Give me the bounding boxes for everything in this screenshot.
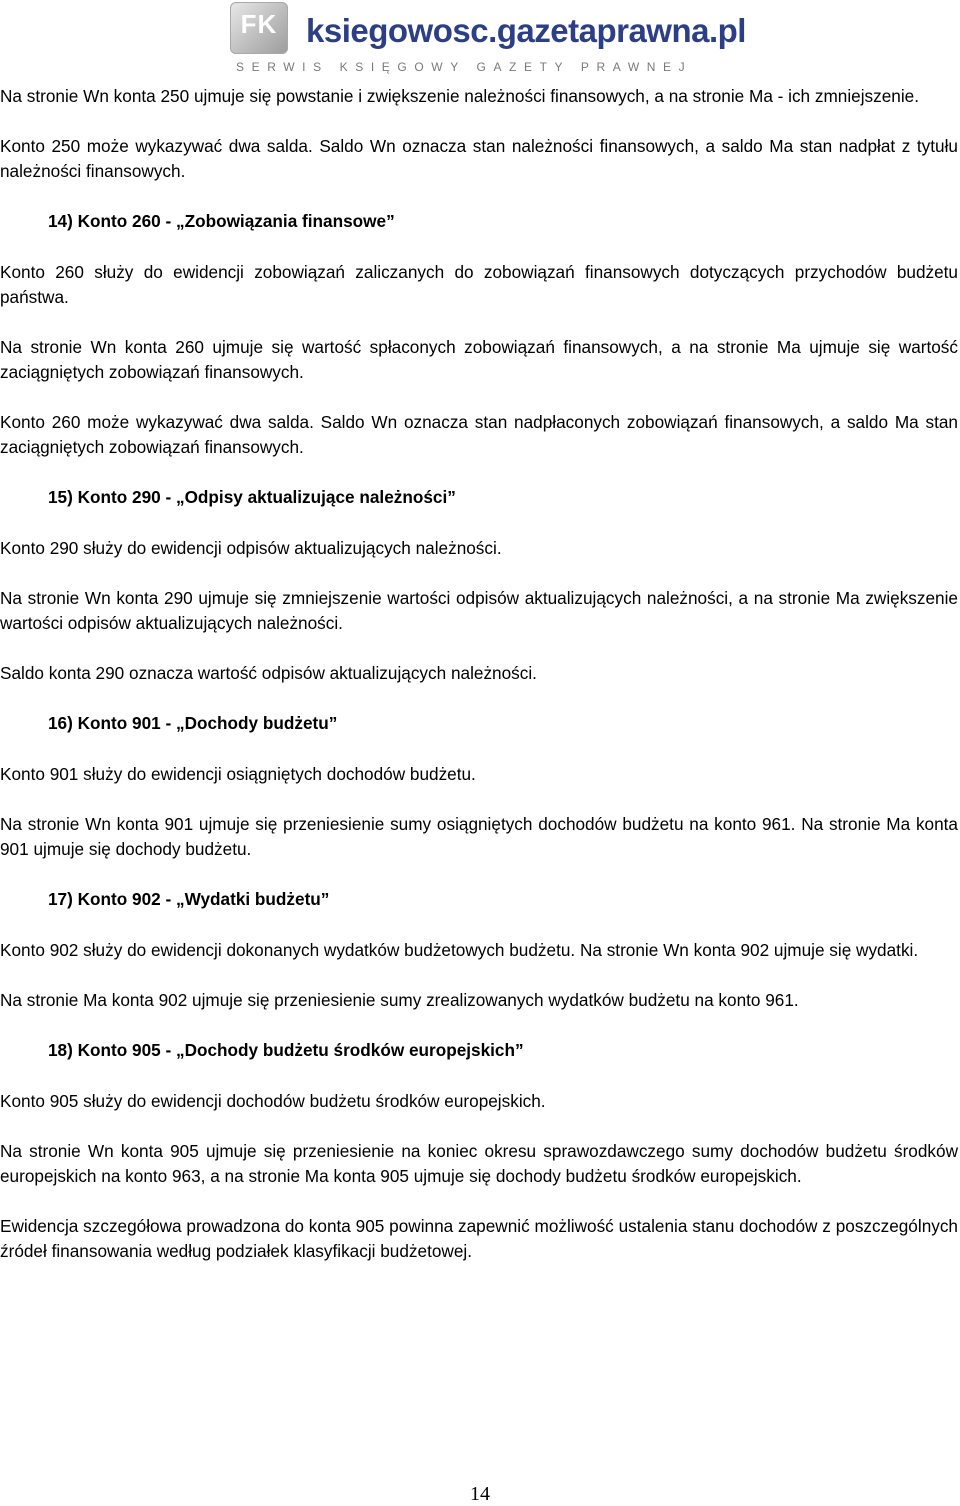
paragraph: Konto 260 służy do ewidencji zobowiązań zaliczanych do zobowiązań finansowych dotyczących przychodów budżetu państwa. (0, 262, 958, 307)
paragraph: Konto 250 może wykazywać dwa salda. Saldo Wn oznacza stan należności finansowych, a saldo Ma stan nadpłat z tytułu należności finansowych. (0, 136, 958, 181)
paragraph: Na stronie Wn konta 260 ujmuje się wartość spłaconych zobowiązań finansowych, a na stronie Ma ujmuje się wartość zaciągniętych zobowiązań finansowych. (0, 337, 958, 382)
paragraph: Na stronie Wn konta 250 ujmuje się powstanie i zwiększenie należności finansowych, a na stronie Ma - ich zmniejszenie. (0, 86, 920, 106)
page-number: 14 (470, 1483, 490, 1505)
site-tagline: SERWIS KSIĘGOWY GAZETY PRAWNEJ (236, 60, 693, 74)
section-heading: 14) Konto 260 - „Zobowiązania finansowe” (48, 211, 395, 231)
section-heading: 17) Konto 902 - „Wydatki budżetu” (48, 889, 330, 909)
section-heading: 15) Konto 290 - „Odpisy aktualizujące należności” (48, 487, 456, 507)
paragraph: Konto 901 służy do ewidencji osiągniętych dochodów budżetu. (0, 764, 476, 784)
paragraph: Konto 902 służy do ewidencji dokonanych wydatków budżetowych budżetu. Na stronie Wn konta 902 ujmuje się wydatki. (0, 940, 919, 960)
document-body (0, 84, 958, 1289)
paragraph: Na stronie Wn konta 290 ujmuje się zmniejszenie wartości odpisów aktualizujących należności, a na stronie Ma zwiększenie wartości odpisów aktualizujących należności. (0, 588, 958, 633)
paragraph: Saldo konta 290 oznacza wartość odpisów aktualizujących należności. (0, 663, 537, 683)
section-heading: 18) Konto 905 - „Dochody budżetu środków europejskich” (48, 1040, 524, 1060)
site-header (0, 0, 960, 80)
section-heading: 16) Konto 901 - „Dochody budżetu” (48, 713, 338, 733)
paragraph: Na stronie Wn konta 901 ujmuje się przeniesienie sumy osiągniętych dochodów budżetu na konto 961. Na stronie Ma konta 901 ujmuje się dochody budżetu. (0, 814, 958, 859)
logo-badge-text: FK (240, 9, 278, 39)
fk-logo-icon (230, 2, 288, 54)
paragraph: Konto 905 służy do ewidencji dochodów budżetu środków europejskich. (0, 1091, 546, 1111)
site-name: ksiegowosc.gazetaprawna.pl (306, 12, 746, 49)
paragraph: Konto 290 służy do ewidencji odpisów aktualizujących należności. (0, 538, 502, 558)
paragraph: Na stronie Ma konta 902 ujmuje się przeniesienie sumy zrealizowanych wydatków budżetu na konto 961. (0, 990, 799, 1010)
paragraph: Na stronie Wn konta 905 ujmuje się przeniesienie na koniec okresu sprawozdawczego sumy dochodów budżetu środków europejskich na konto 963, a na stronie Ma konta 905 ujmuje się dochody budżetu środków europejskich. (0, 1141, 958, 1186)
paragraph: Ewidencja szczegółowa prowadzona do konta 905 powinna zapewnić możliwość ustalenia stanu dochodów z poszczególnych źródeł finansowania według podziałek klasyfikacji budżetowej. (0, 1216, 958, 1261)
paragraph: Konto 260 może wykazywać dwa salda. Saldo Wn oznacza stan nadpłaconych zobowiązań finansowych, a saldo Ma stan zaciągniętych zobowiązań finansowych. (0, 412, 958, 457)
